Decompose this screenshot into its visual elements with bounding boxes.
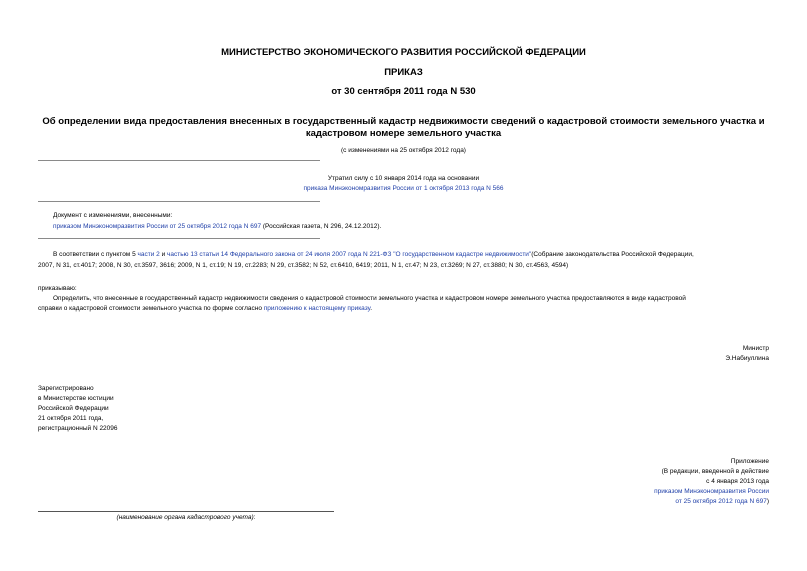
registration-line: Российской Федерации bbox=[38, 405, 109, 412]
validity-link-wrap bbox=[0, 184, 807, 194]
appendix-edition-2: с 4 января 2013 года bbox=[706, 478, 769, 485]
preamble-text-2: и bbox=[159, 251, 168, 258]
organ-name-line bbox=[38, 511, 334, 512]
doc-date-number: от 30 сентября 2011 года N 530 bbox=[331, 86, 476, 97]
registration-line: в Министерстве юстиции bbox=[38, 395, 114, 402]
separator-line bbox=[38, 238, 320, 239]
doc-type-heading: ПРИКАЗ bbox=[384, 67, 423, 78]
order-period: . bbox=[370, 305, 373, 312]
preamble-text-3: (Собрание законодательства Российской Федерации, bbox=[531, 251, 694, 258]
changes-label: Документ с изменениями, внесенными: bbox=[53, 212, 173, 219]
doc-title-line-1: Об определении вида предоставления внесенных в государственный кадастр недвижимости сведений о кадастровой стоимости земельного участка и bbox=[42, 116, 765, 127]
organ-caption-colon: : bbox=[253, 514, 256, 521]
registration-line: регистрационный N 22096 bbox=[38, 425, 118, 432]
law-part-link[interactable]: части 2 bbox=[137, 251, 160, 258]
changes-line bbox=[53, 222, 381, 232]
appendix-order-link-1[interactable]: приказом Минэкономразвития России bbox=[654, 488, 769, 495]
separator-line bbox=[38, 201, 320, 202]
ministry-heading: МИНИСТЕРСТВО ЭКОНОМИЧЕСКОГО РАЗВИТИЯ РОССИЙСКОЙ ФЕДЕРАЦИИ bbox=[221, 47, 586, 58]
validity-note: Утратил силу с 10 января 2014 года на основании bbox=[327, 175, 480, 182]
preamble-line-2: 2007, N 31, ст.4017; 2008, N 30, ст.3597, 3616; 2009, N 1, ст.19; N 19, ст.2283; N 29, ст.3582; N 52, ст.6410, 6419; 2011, N 1, ст.47; N 23, ст.3269; N 27, ст.3880; N 30, ст.4563, 4594) bbox=[38, 262, 569, 269]
doc-title-line-2: кадастровом номере земельного участка bbox=[305, 128, 502, 139]
federal-law-link[interactable]: частью 13 статьи 14 Федерального закона от 24 июля 2007 года N 221-ФЗ "О государственном кадастре недвижимости" bbox=[167, 251, 532, 258]
order-label: приказываю: bbox=[38, 285, 77, 292]
organ-caption: (наименование органа кадастрового учета) bbox=[116, 514, 254, 521]
registration-line: Зарегистрировано bbox=[38, 385, 94, 392]
separator-line bbox=[38, 160, 320, 161]
repeal-order-link[interactable]: приказа Минэкономразвития России от 1 октября 2013 года N 566 bbox=[303, 185, 504, 192]
appendix-link[interactable]: приложению к настоящему приказу bbox=[263, 305, 371, 312]
amending-order-link[interactable]: приказом Минэкономразвития России от 25 октября 2012 года N 697 bbox=[53, 223, 262, 230]
signatory-name: Э.Набиуллина bbox=[725, 355, 769, 362]
changes-source: (Российская газета, N 296, 24.12.2012). bbox=[261, 223, 382, 230]
registration-line: 21 октября 2011 года, bbox=[38, 415, 104, 422]
preamble-text-1: В соответствии с пунктом 5 bbox=[53, 251, 138, 258]
appendix-title: Приложение bbox=[730, 458, 769, 465]
appendix-edition-1: (В редакции, введенной в действие bbox=[661, 468, 769, 475]
registration-block bbox=[38, 384, 118, 434]
order-text: справки о кадастровой стоимости земельного участка по форме согласно bbox=[38, 305, 264, 312]
order-line-1: Определить, что внесенные в государственный кадастр недвижимости сведения о кадастровой стоимости земельного участка и кадастровом номере земельного участка предоставляются в виде кадастровой bbox=[53, 295, 686, 302]
organ-caption-wrap bbox=[38, 513, 334, 523]
amendments-note: (с изменениями на 25 октября 2012 года) bbox=[341, 147, 466, 154]
appendix-block bbox=[654, 457, 769, 507]
appendix-order-link-2[interactable]: от 25 октября 2012 года N 697 bbox=[675, 498, 767, 505]
preamble-line-1 bbox=[53, 250, 694, 260]
signatory-position: Министр bbox=[742, 345, 769, 352]
order-line-2 bbox=[38, 304, 372, 314]
appendix-close-paren: ) bbox=[766, 498, 769, 505]
